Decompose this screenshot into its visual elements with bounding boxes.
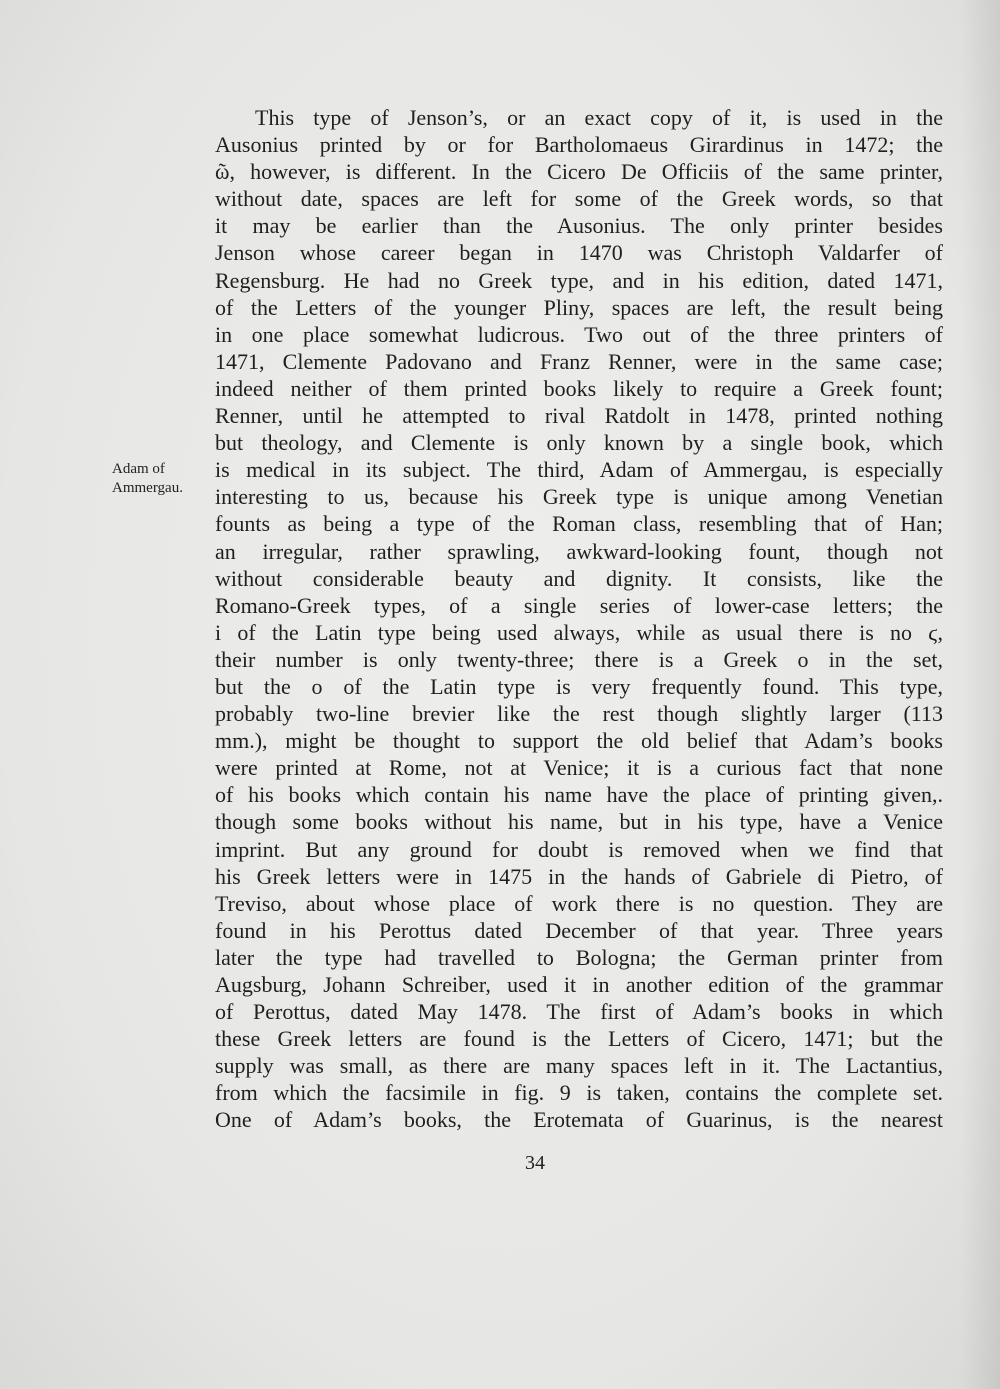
text-line: later the type had travelled to Bologna; the German printer from (215, 944, 943, 970)
text-line: their number is only twenty-three; there is a Greek o in the set, (215, 646, 943, 672)
text-line: but theology, and Clemente is only known by a single book, which (215, 430, 943, 456)
text-line: indeed neither of them printed books likely to require a Greek fount; (215, 375, 943, 401)
text-line: but the o of the Latin type is very frequently found. This type, (215, 673, 943, 699)
text-line: of the Letters of the younger Pliny, spaces are left, the result being (215, 294, 943, 320)
text-line: Renner, until he attempted to rival Ratdolt in 1478, printed nothing (215, 403, 943, 429)
text-line: without considerable beauty and dignity. It consists, like the (215, 565, 943, 591)
text-line: from which the facsimile in fig. 9 is taken, contains the complete set. (215, 1080, 943, 1106)
page-number: 34 (525, 1152, 545, 1174)
text-line: though some books without his name, but in his type, have a Venice (215, 809, 943, 835)
text-line: Romano-Greek types, of a single series of lower-case letters; the (215, 592, 943, 618)
text-line: Augsburg, Johann Schreiber, used it in another edition of the grammar (215, 972, 943, 997)
text-line: of his books which contain his name have the place of printing given,. (215, 782, 943, 808)
text-line: probably two-line brevier like the rest though slightly larger (113 (215, 701, 943, 727)
text-line: Treviso, about whose place of work there is no question. They are (215, 890, 943, 916)
text-line: of Perottus, dated May 1478. The first of Adam’s books in which (215, 999, 943, 1025)
text-line: mm.), might be thought to support the old belief that Adam’s books (215, 728, 943, 754)
text-line: ῶ, however, is different. In the Cicero De Officiis of the same printer, (215, 159, 943, 185)
text-line: without date, spaces are left for some of the Greek words, so that (215, 186, 943, 212)
text-line: i of the Latin type being used always, while as usual there is no ϛ, (215, 619, 943, 645)
text-line: is medical in its subject. The third, Adam of Ammergau, is especially (215, 457, 943, 483)
text-line: One of Adam’s books, the Erotemata of Guarinus, is the nearest (215, 1107, 943, 1133)
sidenote-line-1: Adam of (112, 461, 165, 477)
text-line: 1471, Clemente Padovano and Franz Renner, were in the same case; (215, 348, 943, 374)
text-line: interesting to us, because his Greek type is unique among Venetian (215, 484, 943, 510)
text-line: were printed at Rome, not at Venice; it is a curious fact that none (215, 755, 943, 781)
text-line: it may be earlier than the Ausonius. The only printer besides (215, 213, 943, 239)
text-line: Jenson whose career began in 1470 was Christoph Valdarfer of (215, 240, 943, 266)
text-line: founts as being a type of the Roman class, resembling that of Han; (215, 511, 943, 537)
page-edge-shadow (960, 0, 1000, 1389)
text-line: an irregular, rather sprawling, awkward-looking fount, though not (215, 538, 943, 564)
text-line: Regensburg. He had no Greek type, and in his edition, dated 1471, (215, 267, 943, 293)
text-line: in one place somewhat ludicrous. Two out of the three printers of (215, 321, 943, 347)
text-line: found in his Perottus dated December of that year. Three years (215, 917, 943, 943)
sidenote-line-2: Ammergau. (112, 480, 183, 496)
body-text (215, 104, 943, 1134)
text-line: supply was small, as there are many spaces left in it. The Lactantius, (215, 1053, 943, 1079)
text-line: imprint. But any ground for doubt is removed when we find that (215, 836, 943, 862)
margin-sidenote (112, 460, 212, 498)
text-line: his Greek letters were in 1475 in the hands of Gabriele di Pietro, of (215, 863, 943, 889)
text-line: these Greek letters are found is the Letters of Cicero, 1471; but the (215, 1026, 943, 1052)
text-line: This type of Jenson’s, or an exact copy of it, is used in the (255, 105, 943, 130)
text-line: Ausonius printed by or for Bartholomaeus Girardinus in 1472; the (215, 132, 943, 158)
